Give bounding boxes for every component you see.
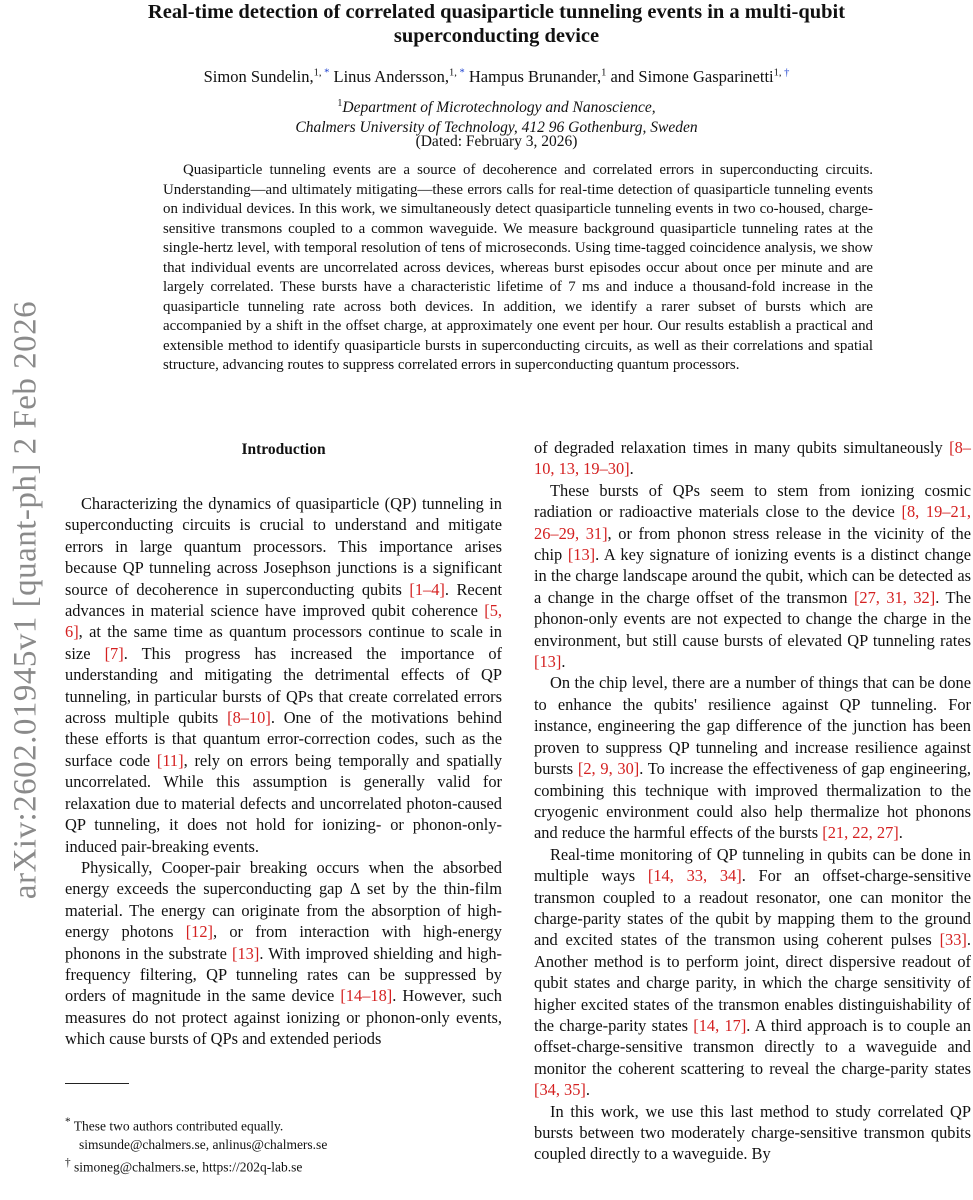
author-name: Simon Sundelin, <box>203 67 314 86</box>
footnotes <box>65 1113 502 1176</box>
footnote-star-mark: * <box>65 1116 71 1128</box>
author-affiliation-index: 1, <box>773 67 785 79</box>
body-text: , rely on errors being temporally and spatially uncorrelated. While this assumption is generally valid for relaxation due to material defects and uncorrelated photon-caused QP tunneling, it does not hold for ionizing- or phonon-only-induced pair-breaking events. <box>65 750 503 856</box>
citation-link[interactable]: [14, 33, 34] <box>647 866 742 886</box>
body-text: . Recent advances in material science have improved qubit coherence <box>65 579 502 621</box>
body-text: of degraded relaxation times in many qubits simultaneously <box>534 438 950 457</box>
paragraph <box>65 493 502 857</box>
paragraph <box>534 480 971 673</box>
author-footnote-mark[interactable]: * <box>459 67 465 79</box>
citation-link[interactable]: [34, 35] <box>534 1080 586 1100</box>
citation-link[interactable]: [33] <box>939 930 967 950</box>
right-column <box>534 437 971 1165</box>
affiliation-line-1: Department of Microtechnology and Nanoscience, <box>342 99 656 117</box>
citation-link[interactable]: [8, 19–21, 26–29, 31] <box>534 502 971 543</box>
body-text: . Another method is to perform joint, direct dispersive readout of qubit states and charge parity, in which the charge sensitivity of higher excited states of the transmon enables distinguishability of the charge-parity states <box>534 930 971 1035</box>
paper-title <box>80 0 913 48</box>
author-name: Linus Andersson, <box>333 67 449 86</box>
arxiv-identifier: arXiv:2602.01945v1 [quant-ph] 2 Feb 2026 <box>7 300 44 900</box>
body-text: . <box>585 1080 591 1100</box>
author-name: and Simone Gasparinetti <box>610 67 774 86</box>
paragraph <box>534 437 971 480</box>
body-text: , at the same time as quantum processors continue to scale in size <box>65 622 502 663</box>
body-text: . The phonon-only events are not expected to change the charge in the environment, but still cause bursts of elevated QP tunneling rates <box>534 587 971 650</box>
body-text: . For an offset-charge-sensitive transmon coupled to a readout resonator, one can monitor the charge-parity states of the qubit by mapping them to the ground and excited states of the transmon using coherent pulses <box>534 866 972 950</box>
paragraph <box>534 672 971 843</box>
author-footnote-mark[interactable]: † <box>784 67 790 79</box>
citation-link[interactable]: [21, 22, 27] <box>822 823 899 843</box>
citation-link[interactable]: [13] <box>534 652 562 672</box>
citation-link[interactable]: [11] <box>156 750 184 770</box>
body-text: , or from phonon stress release in the vicinity of the chip <box>534 523 971 565</box>
body-text: . A key signature of ionizing events is a distinct change in the charge landscape around the qubit, which can be detected as a change in the charge offset of the transmon <box>534 545 971 607</box>
citation-link[interactable]: [8–10, 13, 19–30] <box>534 438 971 479</box>
affiliation-line-2: Chalmers University of Technology, 412 96 Gothenburg, Sweden <box>295 119 698 137</box>
author-affiliation-index: 1, <box>449 67 460 79</box>
body-text: . <box>629 459 634 479</box>
body-text: . To increase the effectiveness of gap engineering, combining this technique with improved thermalization to the cryogenic environment could also help thermalize hot phonons and reduce the harmful effects of the bursts <box>534 759 971 843</box>
left-column <box>65 437 502 1050</box>
footnote-divider <box>65 1083 129 1084</box>
citation-link[interactable]: [27, 31, 32] <box>853 587 936 607</box>
author-name: Hampus Brunander, <box>468 67 602 86</box>
body-text: . <box>898 823 903 843</box>
title-line-2: superconducting device <box>393 25 600 47</box>
citation-link[interactable]: [12] <box>185 922 214 942</box>
body-text: . One of the motivations behind these efforts is that quantum error-correction codes, such as the surface code <box>65 708 502 770</box>
abstract: Quasiparticle tunneling events are a source of decoherence and correlated errors in superconducting circuits. Understanding—and ultimately mitigating—these errors calls for real-time detection of quasiparticle tunneling events on individual devices. In this work, we simultaneously detect quasiparticle tunneling events in two co-housed, charge-sensitive transmons coupled to a common waveguide. We measure background quasiparticle tunneling rates at the single-hertz level, with temporal resolution of tens of microseconds. Using time-tagged coincidence analysis, we show that individual events are uncorrelated across devices, whereas burst episodes occur about once per minute and are largely correlated. These bursts have a characteristic lifetime of 7 ms and induce a thousand-fold increase in the quasiparticle tunneling rate across both devices. In addition, we identify a rarer subset of bursts which are accompanied by a shift in the offset charge, at approximately one event per hour. Our results establish a practical and extensible method to identify quasiparticle bursts in superconducting circuits, as well as their correlations and spatial structure, advancing routes to suppress correlated errors in superconducting quantum processors. <box>163 162 873 373</box>
arxiv-sidebar-stamp <box>4 290 48 900</box>
body-text: In this work, we use this last method to study correlated QP bursts between two moderately charge-sensitive transmon qubits coupled directly to a waveguide. By <box>534 1101 971 1164</box>
footnote-equal-contribution: These two authors contributed equally. <box>73 1118 284 1134</box>
paragraph <box>534 844 971 1101</box>
title-line-1: Real-time detection of correlated quasiparticle tunneling events in a multi-qubit <box>147 1 846 23</box>
citation-link[interactable]: [14–18] <box>340 986 393 1006</box>
citation-link[interactable]: [2, 9, 30] <box>577 759 640 779</box>
citation-link[interactable]: [1–4] <box>409 579 445 599</box>
paragraph <box>534 1101 971 1165</box>
author-list <box>80 67 913 87</box>
body-text: Real-time monitoring of QP tunneling in qubits can be done in multiple ways <box>534 844 971 886</box>
author-footnote-mark[interactable]: * <box>324 67 330 79</box>
citation-link[interactable]: [13] <box>567 545 596 565</box>
footnote-contact[interactable]: simoneg@chalmers.se, https://202q-lab.se <box>74 1159 303 1174</box>
affiliation <box>80 94 913 138</box>
body-text: . With improved shielding and high-frequency filtering, QP tunneling rates can be suppressed by orders of magnitude in the same device <box>65 943 502 1006</box>
section-heading-introduction: Introduction <box>241 441 326 458</box>
author-affiliation-index: 1 <box>601 67 607 79</box>
body-text: . <box>561 652 566 672</box>
citation-link[interactable]: [5, 6] <box>65 601 502 642</box>
author-affiliation-index: 1, <box>313 67 325 79</box>
citation-link[interactable]: [7] <box>104 643 124 663</box>
body-text: . A third approach is to couple an offset-charge-sensitive transmon directly to a waveguide and monitor the coherent scattering to reveal the charge-parity states <box>534 1015 971 1078</box>
body-text: . This progress has increased the importance of understanding and mitigating the detrimental effects of QP tunneling, in particular bursts of QPs that create correlated errors across multiple qubits <box>65 643 502 728</box>
paragraph <box>65 857 502 1050</box>
footnote-emails[interactable]: simsunde@chalmers.se, anlinus@chalmers.se <box>79 1136 328 1152</box>
body-text: . However, such measures do not protect against ionizing or phonon-only events, which cause bursts of QPs and extended periods <box>65 986 502 1049</box>
citation-link[interactable]: [13] <box>232 943 260 963</box>
citation-link[interactable]: [14, 17] <box>693 1015 747 1035</box>
footnote-dagger-mark: † <box>65 1156 71 1169</box>
citation-link[interactable]: [8–10] <box>227 708 271 728</box>
body-text: Characterizing the dynamics of quasiparticle (QP) tunneling in superconducting circuits is crucial to understand and mitigate errors in large quantum processors. This importance arises because QP tunneling across Josephson junctions is a significant source of decoherence in superconducting qubits <box>65 494 502 599</box>
date-line: (Dated: February 3, 2026) <box>415 133 578 150</box>
body-text: These bursts of QPs seem to stem from ionizing cosmic radiation or radioactive materials close to the device <box>534 480 971 522</box>
body-text: On the chip level, there are a number of things that can be done to enhance the qubits' resilience against QP tunneling. For instance, engineering the gap difference of the junction has been proven to suppress QP tunneling and increase resilience against bursts <box>534 673 971 779</box>
body-text: Physically, Cooper-pair breaking occurs when the absorbed energy exceeds the superconducting gap Δ set by the thin-film material. The energy can originate from the absorption of high-energy photons <box>65 857 502 942</box>
affiliation-index: 1 <box>337 98 343 109</box>
body-text: , or from interaction with high-energy phonons in the substrate <box>65 922 502 963</box>
